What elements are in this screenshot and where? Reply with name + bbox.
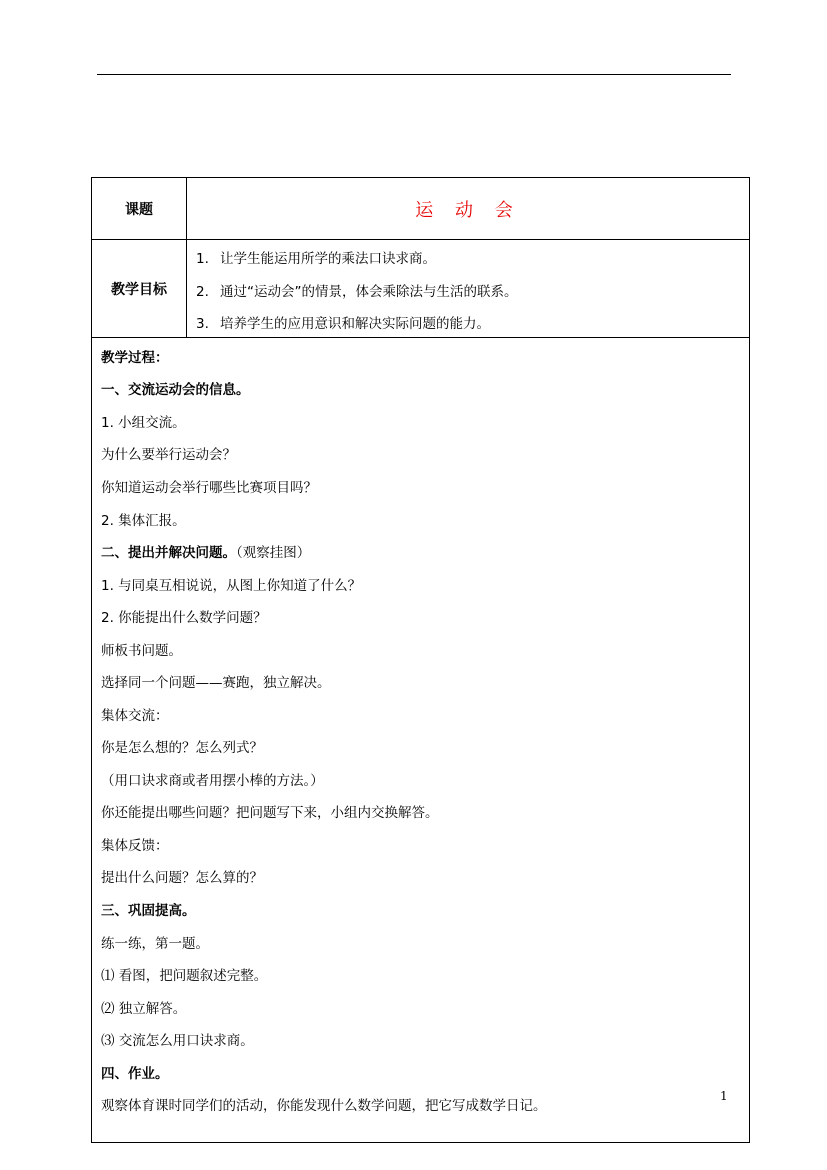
process-line: 你知道运动会举行哪些比赛项目吗？ [101,480,317,496]
header-rule [97,74,731,75]
process-line: 集体交流： [101,708,169,724]
process-line: 1. 小组交流。 [101,415,186,431]
process-line: 观察体育课时同学们的活动，你能发现什么数学问题，把它写成数学日记。 [101,1098,547,1114]
process-line: 2. 你能提出什么数学问题？ [101,610,267,626]
goal-item: 3. 培养学生的应用意识和解决实际问题的能力。 [196,316,490,332]
page-number: 1 [720,1089,728,1103]
process-line: 选择同一个问题——赛跑，独立解决。 [101,675,331,691]
teaching-process-row [92,338,749,1143]
process-line: 练一练，第一题。 [101,936,209,952]
process-line: 提出什么问题？怎么算的？ [101,870,263,886]
process-heading: 教学过程： [101,350,169,366]
process-line: 1. 与同桌互相说说，从图上你知道了什么？ [101,578,362,594]
process-line: ⑴ 看图，把问题叙述完整。 [101,968,268,984]
lesson-title: 运 动 会 [415,200,521,221]
process-line: 集体反馈： [101,838,169,854]
section-heading-note: （观察挂图） [236,545,311,561]
lesson-title-row [92,178,749,240]
process-line: ⑵ 独立解答。 [101,1001,187,1017]
process-line: ⑶ 交流怎么用口诀求商。 [101,1033,254,1049]
section-heading: 一、交流运动会的信息。 [101,382,250,398]
process-line: 2. 集体汇报。 [101,513,186,529]
section-heading: 三、巩固提高。 [101,903,196,919]
goal-item: 1. 让学生能运用所学的乘法口诀求商。 [196,251,436,267]
process-line: 你还能提出哪些问题？把问题写下来，小组内交换解答。 [101,805,439,821]
process-line: （用口诀求商或者用摆小棒的方法。） [101,773,324,789]
process-line: 师板书问题。 [101,643,182,659]
process-line: 你是怎么想的？怎么列式？ [101,740,263,756]
goals-label: 教学目标 [92,240,187,337]
goal-item: 2. 通过“运动会”的情景，体会乘除法与生活的联系。 [196,284,518,300]
lesson-label: 课题 [92,178,187,239]
section-heading-line [101,541,310,561]
process-line: 为什么要举行运动会？ [101,447,236,463]
section-heading: 二、提出并解决问题。 [101,545,236,561]
lesson-plan-table [91,177,750,1143]
section-heading: 四、作业。 [101,1066,169,1082]
teaching-goals-row [92,240,749,338]
